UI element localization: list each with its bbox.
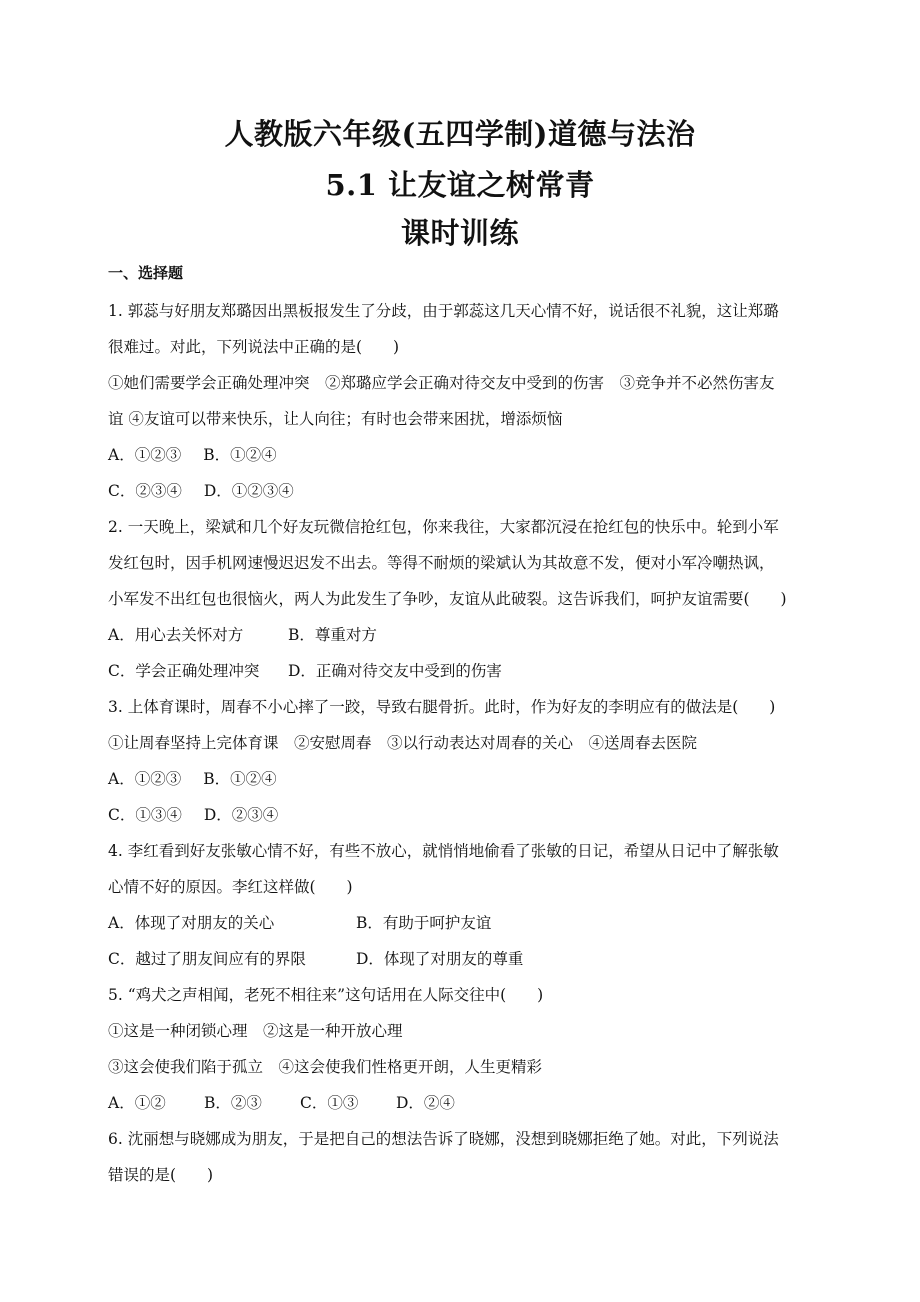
question-2 [108, 509, 818, 689]
option-a: A．用心去关怀对方 [108, 626, 244, 644]
question-statement-line: ①她们需要学会正确处理冲突 ②郑璐应学会正确对待交友中受到的伤害 ③竞争并不必然伤害友 [108, 374, 775, 392]
options-row [108, 473, 818, 509]
question-stem-line: 小军发不出红包也很恼火，两人为此发生了争吵，友谊从此破裂。这告诉我们，呵护友谊需要( ) [108, 590, 787, 608]
options-row [108, 941, 818, 977]
option-b: B．②③ [204, 1094, 262, 1112]
question-3 [108, 689, 818, 833]
question-stem-line: 2. 一天晚上，梁斌和几个好友玩微信抢红包，你来我往，大家都沉浸在抢红包的快乐中。轮到小军 [108, 518, 779, 536]
question-stem-line: 4. 李红看到好友张敏心情不好，有些不放心，就悄悄地偷看了张敏的日记，希望从日记中了解张敏 [108, 842, 779, 860]
option-b: B．尊重对方 [288, 626, 377, 644]
option-d: D．①②③④ [203, 482, 294, 500]
question-statement-line: ①让周春坚持上完体育课 ②安慰周春 ③以行动表达对周春的关心 ④送周春去医院 [108, 734, 698, 752]
question-stem-line: 3. 上体育课时，周春不小心摔了一跤，导致右腿骨折。此时，作为好友的李明应有的做法是( ) [108, 698, 776, 716]
question-statement-line: ③这会使我们陷于孤立 ④这会使我们性格更开朗，人生更精彩 [108, 1058, 543, 1076]
options-row [108, 617, 818, 653]
question-stem-line: 1. 郭蕊与好朋友郑璐因出黑板报发生了分歧，由于郭蕊这几天心情不好，说话很不礼貌，这让郑璐 [108, 302, 779, 320]
document-title-line-3: 课时训练 [400, 216, 519, 250]
option-b: B．有助于呵护友谊 [356, 914, 492, 932]
question-1 [108, 293, 818, 509]
option-c: C．②③④ [108, 482, 182, 500]
option-a: A．①②③ [108, 446, 182, 464]
options-row [108, 437, 818, 473]
question-stem-line: 错误的是( ) [108, 1166, 214, 1184]
option-d: D．②④ [396, 1094, 455, 1112]
option-c: C．越过了朋友间应有的界限 [108, 950, 306, 968]
option-d: D．正确对待交友中受到的伤害 [288, 662, 502, 680]
option-a: A．①② [108, 1094, 166, 1112]
options-row [108, 761, 818, 797]
option-c: C．①③ [300, 1094, 359, 1112]
option-a: A．①②③ [108, 770, 182, 788]
option-b: B．①②④ [203, 770, 277, 788]
option-a: A．体现了对朋友的关心 [108, 914, 275, 932]
option-b: B．①②④ [203, 446, 277, 464]
question-5 [108, 977, 818, 1121]
option-d: D．②③④ [203, 806, 279, 824]
document-title-line-2: 5.1 让友谊之树常青 [325, 168, 595, 202]
option-c: C．学会正确处理冲突 [108, 662, 260, 680]
options-row [108, 797, 818, 833]
document-title-line-1: 人教版六年级(五四学制)道德与法治 [224, 117, 696, 151]
option-c: C．①③④ [108, 806, 182, 824]
options-row [108, 905, 818, 941]
question-stem-line: 很难过。对此，下列说法中正确的是( ) [108, 338, 400, 356]
question-stem-line: 发红包时，因手机网速慢迟迟发不出去。等得不耐烦的梁斌认为其故意不发，便对小军冷嘲热讽， [108, 554, 775, 572]
options-row [108, 653, 818, 689]
question-list [108, 293, 818, 1193]
option-d: D．体现了对朋友的尊重 [356, 950, 524, 968]
question-stem-line: 5. “鸡犬之声相闻，老死不相往来”这句话用在人际交往中( ) [108, 986, 544, 1004]
question-stem-line: 心情不好的原因。李红这样做( ) [108, 878, 353, 896]
question-6 [108, 1121, 818, 1193]
question-statement-line: 谊 ④友谊可以带来快乐，让人向往；有时也会带来困扰，增添烦恼 [108, 410, 563, 428]
options-row [108, 1085, 818, 1121]
question-statement-line: ①这是一种闭锁心理 ②这是一种开放心理 [108, 1022, 403, 1040]
question-4 [108, 833, 818, 977]
section-heading: 一、选择题 [108, 264, 184, 282]
question-stem-line: 6. 沈丽想与晓娜成为朋友，于是把自己的想法告诉了晓娜，没想到晓娜拒绝了她。对此，下列说法 [108, 1130, 779, 1148]
